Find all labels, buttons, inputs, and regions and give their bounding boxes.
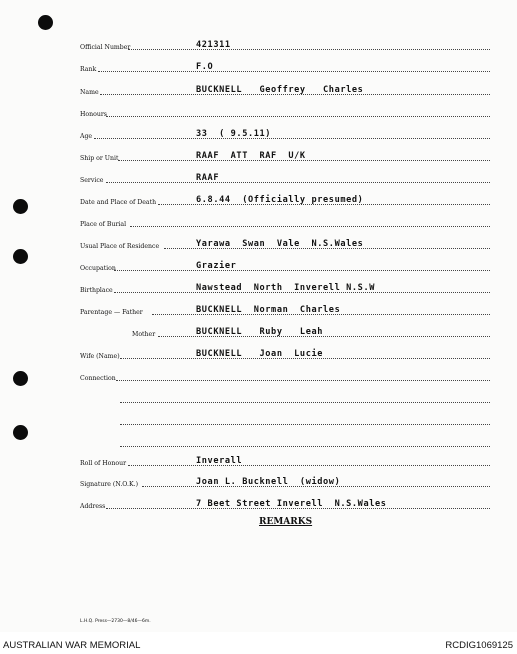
field-label: Ship or Unit <box>80 155 119 162</box>
field-value: 6.8.44 (Officially presumed) <box>196 195 364 205</box>
field-father <box>80 304 490 316</box>
field-address <box>80 498 490 510</box>
field-ship-or-unit <box>80 150 490 162</box>
field-label: Place of Burial <box>80 221 127 228</box>
punch-hole-2 <box>13 249 28 264</box>
field-label: Signature (N.O.K.) <box>80 481 138 488</box>
field-occupation <box>80 260 490 272</box>
field-birthplace <box>80 282 490 294</box>
field-value: Inverall <box>196 456 243 466</box>
field-label: Honours <box>80 111 107 118</box>
field-roll-of-honour <box>80 455 490 467</box>
field-connection <box>80 370 490 382</box>
field-label: Rank <box>80 66 97 73</box>
field-value: F.O <box>196 62 214 72</box>
printer-note: L.H.Q. Press—2730—8/46—6m. <box>80 619 151 624</box>
field-label: Age <box>80 133 93 140</box>
field-rank <box>80 61 490 73</box>
field-label: Official Number <box>80 44 131 51</box>
field-label: Occupation <box>80 265 116 272</box>
field-value: 33 ( 9.5.11) <box>196 129 272 139</box>
field-age <box>80 128 490 140</box>
field-value: 421311 <box>196 40 231 50</box>
field-value: BUCKNELL Norman Charles <box>196 305 341 315</box>
field-label: Name <box>80 89 99 96</box>
field-label: Date and Place of Death <box>80 199 157 206</box>
connection-line-2 <box>80 392 490 404</box>
field-label: Service <box>80 177 104 184</box>
remarks-heading: REMARKS <box>259 517 313 527</box>
footer-institution: AUSTRALIAN WAR MEMORIAL <box>3 640 141 651</box>
field-service <box>80 172 490 184</box>
field-value: 7 Beet Street Inverell N.S.Wales <box>196 499 387 509</box>
field-place-of-burial <box>80 216 490 228</box>
field-value: Nawstead North Inverell N.S.W <box>196 283 375 293</box>
field-date-place-of-death <box>80 194 490 206</box>
field-label: Connection <box>80 375 116 382</box>
field-wife <box>80 348 490 360</box>
punch-hole-4 <box>13 425 28 440</box>
field-value: RAAF <box>196 173 220 183</box>
field-value: BUCKNELL Geoffrey Charles <box>196 85 364 95</box>
field-value: Joan L. Bucknell (widow) <box>196 477 341 487</box>
footer-bar <box>0 632 517 654</box>
field-label: Usual Place of Residence <box>80 243 160 250</box>
field-value: RAAF ATT RAF U/K <box>196 151 306 161</box>
field-value: Yarawa Swan Vale N.S.Wales <box>196 239 364 249</box>
field-label: Mother <box>132 331 156 338</box>
field-signature-nok <box>80 476 490 488</box>
field-value: BUCKNELL Joan Lucie <box>196 349 324 359</box>
field-name <box>80 84 490 96</box>
field-label: Roll of Honour <box>80 460 127 467</box>
field-value: Grazier <box>196 261 237 271</box>
field-official-number <box>80 39 490 51</box>
punch-hole-3 <box>13 371 28 386</box>
field-label: Wife (Name) <box>80 353 120 360</box>
field-honours <box>80 106 490 118</box>
field-value: BUCKNELL Ruby Leah <box>196 327 324 337</box>
field-label: Address <box>80 503 106 510</box>
connection-line-4 <box>80 436 490 448</box>
field-label: Birthplace <box>80 287 113 294</box>
field-usual-residence <box>80 238 490 250</box>
field-mother <box>80 326 490 338</box>
punch-hole-1 <box>13 199 28 214</box>
punch-hole-top <box>38 15 53 30</box>
field-label: Parentage — Father <box>80 309 143 316</box>
connection-line-3 <box>80 414 490 426</box>
footer-record-id: RCDIG1069125 <box>445 640 513 651</box>
